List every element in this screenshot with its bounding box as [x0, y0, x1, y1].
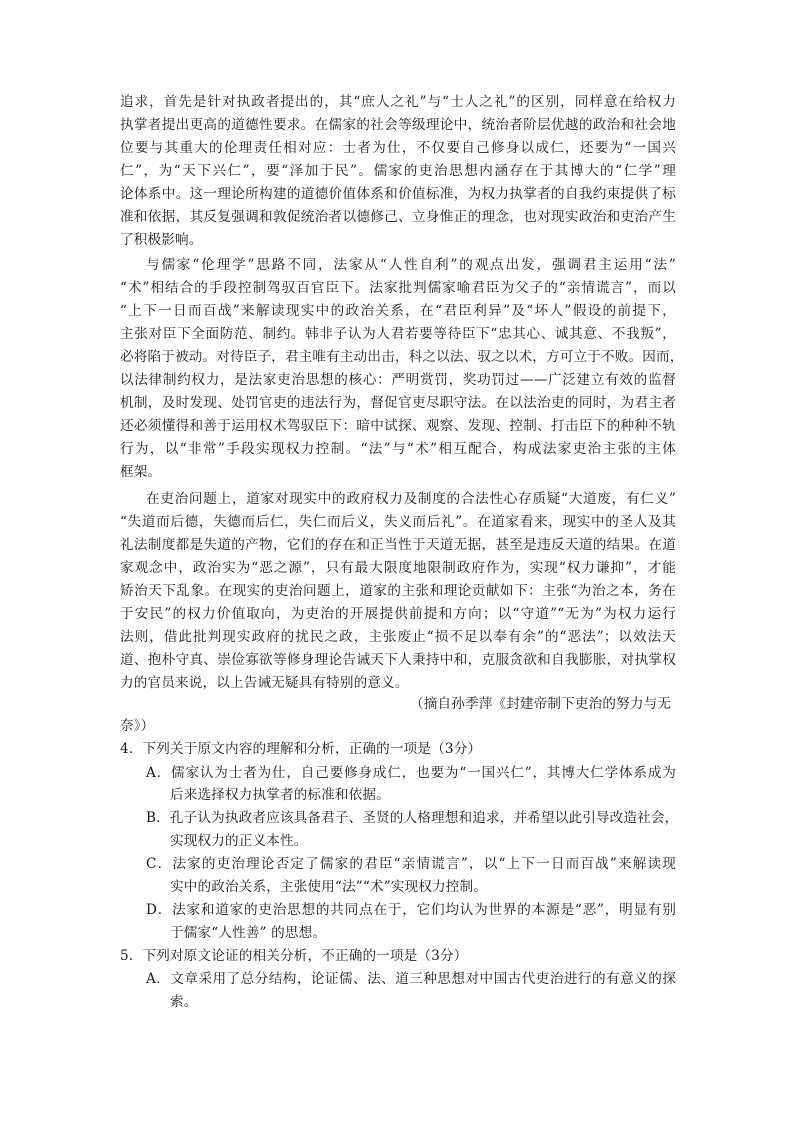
passage-line: 仁”，为“天下兴仁”，要“泽加于民”。儒家的吏治思想内涵存在于其博大的“仁学”理 [120, 163, 676, 179]
passage-line: 家观念中，政治实为“恶之源”，只有最大限度地限制政府作为，实现“权力谦抑”，才能 [120, 560, 676, 576]
passage-line: 礼法制度都是失道的产物，它们的存在和正当性于天道无据，甚至是违反天道的结果。在道 [120, 537, 676, 553]
source-citation-line2: 奈》） [120, 718, 155, 734]
question-5-option-a-cont: 索。 [170, 994, 198, 1010]
question-4-option-a-cont: 后来选择权力执掌者的标准和依据。 [170, 787, 390, 803]
question-5-stem: 5．下列对原文论证的相关分析，不正确的一项是（3分） [120, 948, 468, 964]
source-citation-line1: （摘自孙季萍《封建帝制下吏治的努力与无 [410, 696, 672, 712]
passage-line: 在吏治问题上，道家对现实中的政府权力及制度的合法性心存质疑“大道废，有仁义” [146, 491, 676, 507]
passage-line: “术”相结合的手段控制驾驭百官臣下。法家批判儒家喻君臣为父子的“亲情谎言”，而以 [120, 280, 676, 296]
passage-line: 机制，及时发现、处罚官吏的违法行为，督促官吏尽职守法。在以法治吏的同时，为君主者 [120, 395, 676, 411]
question-4-option-d: D．法家和道家的吏治思想的共同点在于，它们均认为世界的本源是“恶”，明显有别 [146, 902, 676, 918]
question-5-option-a: A．文章采用了总分结构，论证儒、法、道三种思想对中国古代吏治进行的有意义的探 [146, 971, 676, 987]
passage-line: 必将陷于被动。对待臣子，君主唯有主动出击，科之以法、驭之以术，方可立于不败。因而， [120, 349, 684, 365]
question-4-option-b-cont: 实现权力的正义本性。 [170, 833, 308, 849]
passage-line: 力的官员来说，以上告诫无疑具有特别的意义。 [120, 675, 409, 691]
passage-line: 于安民”的权力价值取向，为吏治的开展提供前提和方向；以“守道”“无为”为权力运行 [120, 606, 676, 622]
passage-line: 论体系中。这一理论所构建的道德价值体系和价值标准，为权力执掌者的自我约束提供了标 [120, 186, 676, 202]
question-4-option-b: B．孔子认为执政者应该具备君子、圣贤的人格理想和追求，并希望以此引导改造社会， [146, 810, 679, 826]
passage-line: 位要与其重大的伦理责任相对应：士者为仕，不仅要自己修身以成仁，还要为“一国兴 [120, 140, 676, 156]
passage-line: 准和依据，其反复强调和敦促统治者以德修己、立身惟正的理念，也对现实政治和吏治产生 [120, 209, 676, 225]
passage-line: 道、抱朴守真、崇俭寡欲等修身理论告诫天下人秉持中和，克服贪欲和自我膨胀，对执掌权 [120, 652, 676, 668]
passage-line: 与儒家“伦理学”思路不同，法家从“人性自利”的观点出发，强调君主运用“法” [146, 257, 676, 273]
passage-line: 法则，借此批判现实政府的扰民之政，主张废止“损不足以奉有余”的“恶法”；以效法天 [120, 629, 676, 645]
question-4-option-c-cont: 实中的政治关系，主张使用“法”“术”实现权力控制。 [170, 879, 488, 895]
passage-line: 了积极影响。 [120, 232, 203, 248]
passage-line: 追求，首先是针对执政者提出的，其“庶人之礼”与“士人之礼”的区别，同样意在给权力 [120, 94, 676, 110]
question-4-option-a: A．儒家认为士者为仕，自己要修身成仁，也要为“一国兴仁”，其博大仁学体系成为 [146, 765, 676, 781]
question-4-option-d-cont: 于儒家“人性善” 的思想。 [170, 925, 327, 941]
passage-line: 框架。 [120, 464, 162, 480]
passage-line: 还必须懂得和善于运用权术驾驭臣下：暗中试探、观察、发现、控制、打击臣下的种种不轨 [120, 418, 676, 434]
passage-line: 行为，以“非常”手段实现权力控制。“法”与“术”相互配合，构成法家吏治主张的主体 [120, 441, 676, 457]
passage-line: “失道而后德，失德而后仁，失仁而后义，失义而后礼”。在道家看来，现实中的圣人及其 [120, 514, 676, 530]
passage-line: 矫治天下乱象。在现实的吏治问题上，道家的主张和理论贡献如下：主张“为治之本，务在 [120, 583, 676, 599]
passage-line: 执掌者提出更高的道德性要求。在儒家的社会等级理论中，统治者阶层优越的政治和社会地 [120, 117, 676, 133]
passage-line: 主张对臣下全面防范、制约。韩非子认为人君若要等待臣下“忠其心、诚其意、不我叛”， [120, 326, 676, 342]
question-4-stem: 4．下列关于原文内容的理解和分析，正确的一项是（3分） [120, 741, 482, 757]
passage-line: 以法律制约权力，是法家吏治思想的核心：严明赏罚，奖功罚过——广泛建立有效的监督 [120, 372, 676, 388]
question-4-option-c: C．法家的吏治理论否定了儒家的君臣“亲情谎言”，以“上下一日而百战”来解读现 [146, 856, 676, 872]
passage-line: “上下一日而百战”来解读现实中的政治关系，在“君臣利异”及“坏人”假设的前提下， [120, 303, 676, 319]
